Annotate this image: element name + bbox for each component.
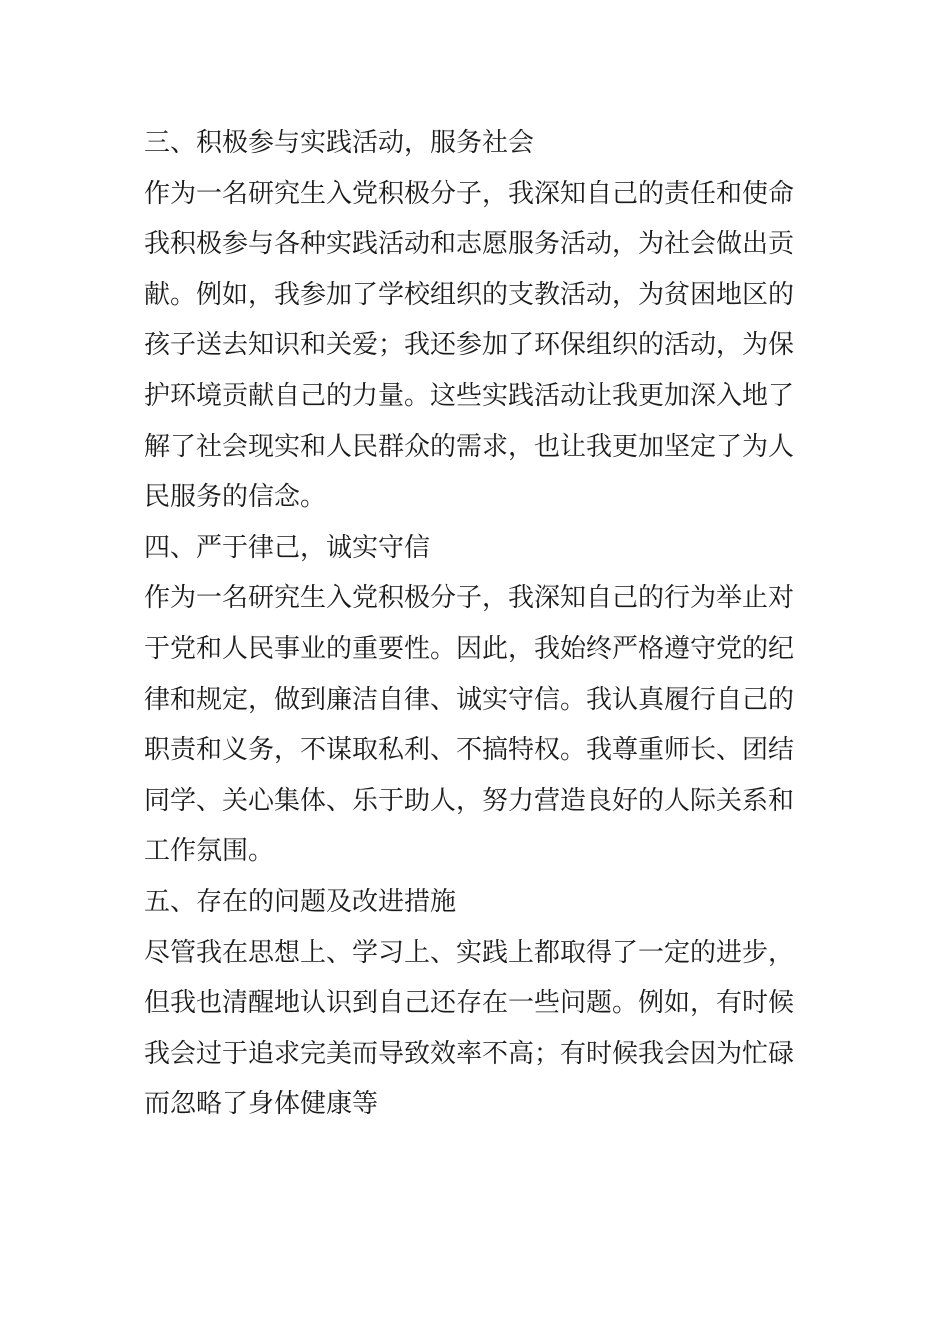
document-body bbox=[144, 118, 814, 1130]
paragraph-line: 我会过于追求完美而导致效率不高；有时候我会因为忙碌 bbox=[144, 1038, 795, 1069]
section-heading-practice: 三、积极参与实践活动，服务社会 bbox=[144, 128, 535, 158]
paragraph-line: 于党和人民事业的重要性。因此，我始终严格遵守党的纪 bbox=[144, 633, 795, 664]
paragraph-line: 民服务的信念。 bbox=[144, 482, 327, 513]
paragraph-line: 作为一名研究生入党积极分子，我深知自己的行为举止对 bbox=[144, 583, 795, 614]
paragraph-line: 献。例如，我参加了学校组织的支教活动，为贫困地区的 bbox=[144, 279, 795, 310]
paragraph-line: 解了社会现实和人民群众的需求，也让我更加坚定了为人 bbox=[144, 431, 795, 462]
paragraph-line: 同学、关心集体、乐于助人，努力营造良好的人际关系和 bbox=[144, 785, 795, 816]
paragraph-line: 作为一名研究生入党积极分子，我深知自己的责任和使命 bbox=[144, 178, 795, 209]
paragraph-line: 职责和义务，不谋取私利、不搞特权。我尊重师长、团结 bbox=[144, 735, 795, 766]
paragraph-line: 我积极参与各种实践活动和志愿服务活动，为社会做出贡 bbox=[144, 229, 795, 260]
paragraph-line: 护环境贡献自己的力量。这些实践活动让我更加深入地了 bbox=[144, 380, 795, 411]
paragraph-line: 孩子送去知识和关爱；我还参加了环保组织的活动，为保 bbox=[144, 330, 795, 361]
section-heading-problems: 五、存在的问题及改进措施 bbox=[144, 886, 457, 917]
paragraph-line: 尽管我在思想上、学习上、实践上都取得了一定的进步， bbox=[144, 937, 795, 968]
paragraph-line: 律和规定，做到廉洁自律、诚实守信。我认真履行自己的 bbox=[144, 684, 795, 715]
paragraph-line: 但我也清醒地认识到自己还存在一些问题。例如，有时候 bbox=[144, 988, 795, 1019]
section-heading-self-discipline: 四、严于律己，诚实守信 bbox=[144, 532, 431, 563]
paragraph-line: 而忽略了身体健康等 bbox=[144, 1089, 379, 1120]
paragraph-line: 工作氛围。 bbox=[144, 836, 275, 867]
